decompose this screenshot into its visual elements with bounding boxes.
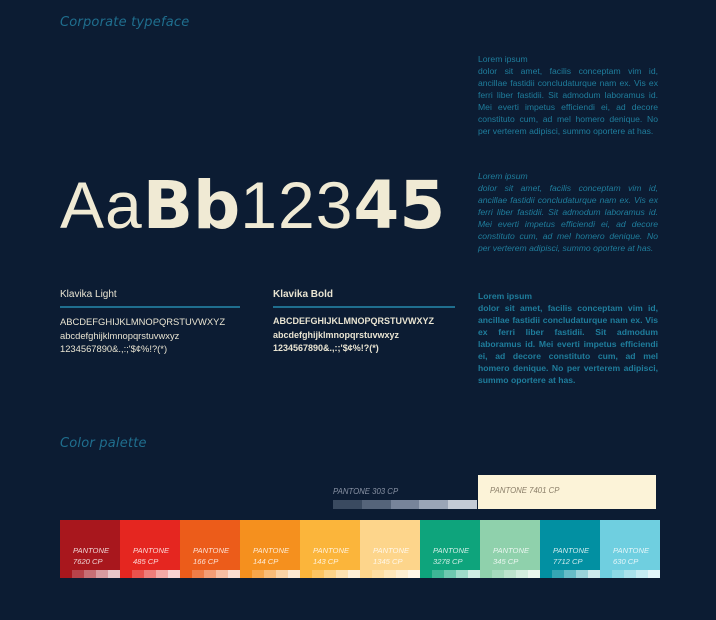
font-light-uppercase: ABCDEFGHIJKLMNOPQRSTUVWXYZ <box>60 316 226 327</box>
color-tint <box>372 570 384 578</box>
pantone-7401-label: PANTONE 7401 CP <box>490 486 560 495</box>
color-tint <box>84 570 96 578</box>
font-light-name: Klavika Light <box>60 289 117 300</box>
pantone-303-tint <box>448 500 477 509</box>
font-bold-lowercase: abcdefghijklmnopqrstuvwxyz <box>273 329 400 340</box>
color-swatch-label: PANTONE 144 CP <box>253 546 290 566</box>
color-tint <box>492 570 504 578</box>
color-tint <box>156 570 168 578</box>
color-tint <box>468 570 480 578</box>
color-swatch-tints <box>480 570 540 578</box>
color-swatch <box>600 520 660 578</box>
color-swatch-tints <box>120 570 180 578</box>
font-bold-digits: 1234567890&.,:;'$¢%!?(*) <box>273 343 379 353</box>
color-tint <box>528 570 540 578</box>
color-swatch-label: PANTONE 7620 CP <box>73 546 110 566</box>
pantone-303-tint-strip <box>333 500 477 509</box>
color-tint <box>144 570 156 578</box>
color-swatch-label: PANTONE 345 CP <box>493 546 530 566</box>
color-tint <box>264 570 276 578</box>
color-tint <box>504 570 516 578</box>
color-swatch-tints <box>420 570 480 578</box>
color-tint <box>252 570 264 578</box>
color-tint <box>312 570 324 578</box>
color-swatch <box>540 520 600 578</box>
color-swatch-tints <box>600 570 660 578</box>
color-tint <box>636 570 648 578</box>
pantone-303-tint <box>391 500 420 509</box>
color-tint <box>96 570 108 578</box>
color-swatch-label: PANTONE 3278 CP <box>433 546 470 566</box>
typeface-heading: Corporate typeface <box>60 15 190 30</box>
font-bold-glyphs <box>273 315 434 356</box>
font-light-digits: 1234567890&.,:;'$¢%!?(*) <box>60 343 168 354</box>
color-tint <box>420 570 432 578</box>
color-swatch-tints <box>540 570 600 578</box>
specimen-bold-digits: 45 <box>353 167 446 244</box>
color-tint <box>432 570 444 578</box>
color-tint <box>360 570 372 578</box>
lorem-sample-regular: Lorem ipsum dolor sit amet, facilis conceptam vim id, ancillae fastidii concludaturque nam ex. Vis ex ferri liber fastidii. Sit admodum laboramus id. Mei everti impetus efficiendi ei, ad decore constituto cum, ad mel homero denique. No per verterem adipisci, summo oportere at has. <box>478 54 658 136</box>
pantone-303-tint <box>419 500 448 509</box>
color-tint <box>72 570 84 578</box>
color-tint <box>552 570 564 578</box>
color-tint <box>564 570 576 578</box>
palette-heading: Color palette <box>60 436 147 451</box>
color-tint <box>624 570 636 578</box>
color-tint <box>168 570 180 578</box>
lorem-sample-bold: Lorem ipsum dolor sit amet, facilis conceptam vim id, ancillae fastidii concludaturque nam ex. Vis ex ferri liber fastidii. Sit admodum laboramus id. Mei everti impetus efficiendi ei, ad decore constituto cum, ad mel homero denique. No per verterem adipisci, summo oportere at has. <box>478 291 658 385</box>
pantone-303-tint <box>362 500 391 509</box>
color-swatch <box>60 520 120 578</box>
color-tint <box>384 570 396 578</box>
color-tint <box>216 570 228 578</box>
pantone-303-tint <box>333 500 362 509</box>
color-tint <box>516 570 528 578</box>
color-swatch <box>420 520 480 578</box>
color-swatch-tints <box>180 570 240 578</box>
color-tint <box>180 570 192 578</box>
specimen-light-digits: 123 <box>240 168 354 242</box>
color-swatch-tints <box>300 570 360 578</box>
lorem-sample-italic: Lorem ipsum dolor sit amet, facilis conceptam vim id, ancillae fastidii concludaturque nam ex. Vis ex ferri liber fastidii. Sit admodum laboramus id. Mei everti impetus efficiendi ei, ad decore constituto cum, ad mel homero denique. No per verterem adipisci, summo oportere at has. <box>478 171 658 253</box>
pantone-7401-swatch <box>478 475 656 509</box>
color-tint <box>132 570 144 578</box>
typeface-specimen <box>60 167 446 244</box>
color-swatch <box>360 520 420 578</box>
pantone-303-label: PANTONE 303 CP <box>333 487 399 496</box>
color-swatch <box>480 520 540 578</box>
color-tint <box>444 570 456 578</box>
font-light-glyphs <box>60 315 225 356</box>
color-tint <box>456 570 468 578</box>
color-tint <box>540 570 552 578</box>
color-tint <box>588 570 600 578</box>
color-swatch-label: PANTONE 485 CP <box>133 546 170 566</box>
color-tint <box>348 570 360 578</box>
color-tint <box>324 570 336 578</box>
specimen-light-aa: Aa <box>60 168 143 242</box>
font-bold-divider <box>273 306 455 308</box>
color-tint <box>336 570 348 578</box>
color-swatch <box>120 520 180 578</box>
color-tint <box>396 570 408 578</box>
font-bold-name: Klavika Bold <box>273 289 334 300</box>
color-tint <box>228 570 240 578</box>
color-tint <box>408 570 420 578</box>
color-swatch-label: PANTONE 1345 CP <box>373 546 410 566</box>
color-tint <box>204 570 216 578</box>
color-swatch-label: PANTONE 166 CP <box>193 546 230 566</box>
color-swatch-tints <box>240 570 300 578</box>
color-swatch-label: PANTONE 7712 CP <box>553 546 590 566</box>
color-tint <box>480 570 492 578</box>
color-swatch-label: PANTONE 143 CP <box>313 546 350 566</box>
color-tint <box>600 570 612 578</box>
color-tint <box>60 570 72 578</box>
color-tint <box>576 570 588 578</box>
color-tint <box>276 570 288 578</box>
color-tint <box>240 570 252 578</box>
font-light-divider <box>60 306 240 308</box>
color-tint <box>648 570 660 578</box>
color-swatch <box>180 520 240 578</box>
specimen-bold-bb: Bb <box>142 167 241 244</box>
color-tint <box>612 570 624 578</box>
color-tint <box>300 570 312 578</box>
color-swatch-tints <box>360 570 420 578</box>
color-tint <box>192 570 204 578</box>
color-swatch <box>300 520 360 578</box>
color-swatch-label: PANTONE 630 CP <box>613 546 650 566</box>
color-tint <box>120 570 132 578</box>
color-tint <box>288 570 300 578</box>
font-light-lowercase: abcdefghijklmnopqrstuvwxyz <box>60 329 180 341</box>
color-tint <box>108 570 120 578</box>
color-swatch-tints <box>60 570 120 578</box>
font-bold-uppercase: ABCDEFGHIJKLMNOPQRSTUVWXYZ <box>273 316 435 326</box>
color-swatch <box>240 520 300 578</box>
